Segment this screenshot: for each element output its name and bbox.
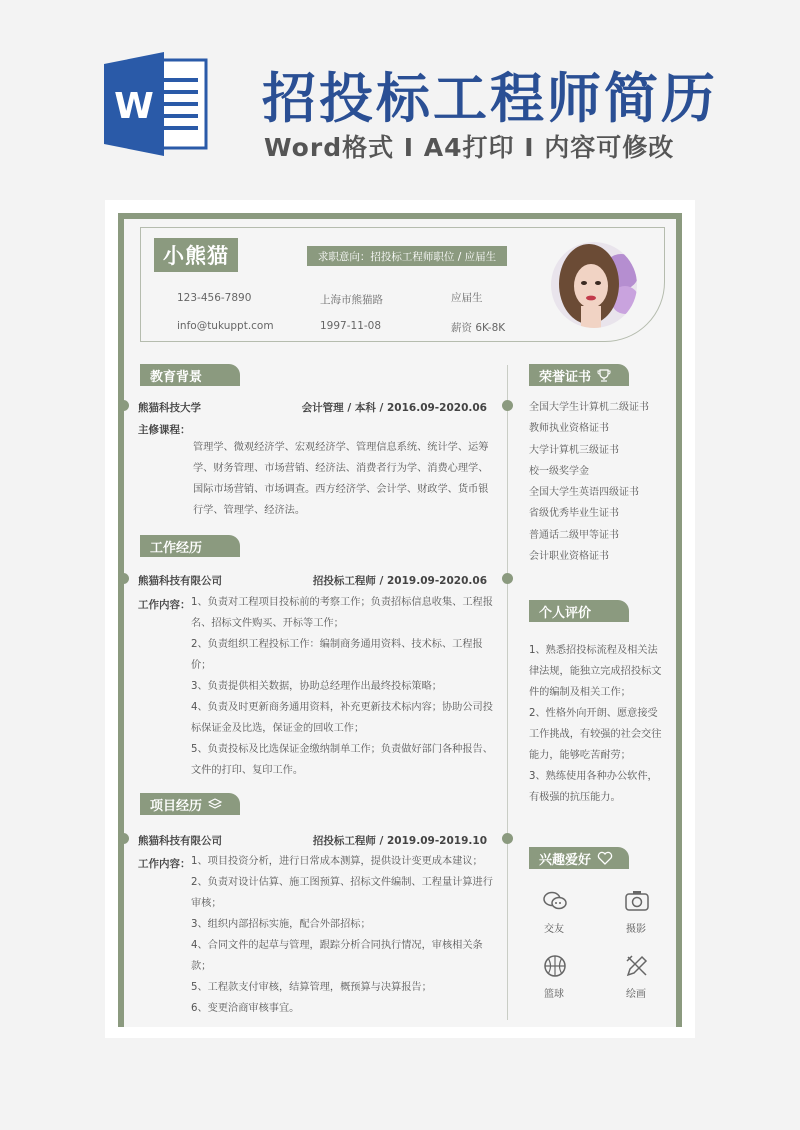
evaluation-list xyxy=(529,640,664,808)
list-item: 教师执业资格证书 xyxy=(529,423,609,435)
list-item: 校一级奖学金 xyxy=(529,465,589,477)
work-detail: 招投标工程师 / 2019.09-2020.06 xyxy=(312,575,487,587)
honor-list xyxy=(529,398,649,568)
list-item: 6、变更洽商审核事宜。 xyxy=(191,1003,300,1014)
phone: 123-456-7890 xyxy=(177,292,252,304)
hobby-label: 篮球 xyxy=(544,989,564,1000)
list-item: 大学计算机三级证书 xyxy=(529,444,619,456)
section-title-education: 教育背景 xyxy=(140,364,240,386)
list-item: 4、负责及时更新商务通用资料，补充更新技术标内容；协助公司投标保证金及比选，保证金的回收工作； xyxy=(191,702,493,734)
basketball-icon xyxy=(542,953,568,983)
list-item: 4、合同文件的起草与管理，跟踪分析合同执行情况，审核相关条款； xyxy=(191,940,483,972)
list-item: 3、组织内部招标实施，配合外部招标； xyxy=(191,919,371,930)
course-list: 管理学、微观经济学、宏观经济学、管理信息系统、统计学、运筹学、财务管理、市场营销、经济法、消费者行为学、消费心理学、国际市场营销、市场调查。西方经济学、会计学、财政学、货币银行学、管理学、经济法。 xyxy=(193,442,489,516)
school-name: 熊猫科技大学 xyxy=(138,402,201,414)
work-company: 熊猫科技有限公司 xyxy=(138,575,222,587)
layers-icon xyxy=(208,798,222,810)
project-label: 工作内容： xyxy=(138,858,191,870)
work-items xyxy=(191,592,493,781)
timeline-dot xyxy=(502,573,513,584)
column-divider xyxy=(507,365,508,1020)
list-item: 全国大学生计算机二级证书 xyxy=(529,402,649,413)
list-item: 1、熟悉招投标流程及相关法律法规，能独立完成招投标文件的编制及相关工作； xyxy=(529,645,662,698)
section-title-work: 工作经历 xyxy=(140,535,240,557)
timeline-dot xyxy=(118,833,129,844)
hobby-label: 交友 xyxy=(544,924,564,935)
timeline-dot xyxy=(118,400,129,411)
section-title-hobbies: 兴趣爱好 xyxy=(529,847,629,869)
work-label: 工作内容： xyxy=(138,599,191,611)
salary: 薪资 6K-8K xyxy=(451,322,506,334)
camera-icon xyxy=(624,888,650,918)
list-item: 2、性格外向开朗、愿意接受工作挑战，有较强的社会交往能力，能够吃苦耐劳； xyxy=(529,708,662,761)
pencil-icon xyxy=(624,953,650,983)
section-title-honors: 荣誉证书 xyxy=(529,364,629,386)
list-item: 1、负责对工程项目投标前的考察工作；负责招标信息收集、工程报名、招标文件购买、开标等工作； xyxy=(191,597,493,629)
list-item: 全国大学生英语四级证书 xyxy=(529,487,639,499)
heart-icon xyxy=(597,851,613,865)
project-detail: 招投标工程师 / 2019.09-2019.10 xyxy=(312,835,487,847)
word-logo-icon xyxy=(104,52,210,156)
birth-date: 1997-11-08 xyxy=(320,320,382,332)
list-item: 1、项目投资分析，进行日常成本测算，提供设计变更成本建议； xyxy=(191,856,483,867)
address: 上海市熊猫路 xyxy=(320,294,383,306)
section-title-evaluation: 个人评价 xyxy=(529,600,629,622)
list-item: 省级优秀毕业生证书 xyxy=(529,508,619,520)
project-company: 熊猫科技有限公司 xyxy=(138,835,222,847)
list-item: 5、工程款支付审核，结算管理，概预算与决算报告； xyxy=(191,982,432,993)
list-item: 5、负责投标及比选保证金缴纳制单工作；负责做好部门各种报告、文件的打印、复印工作。 xyxy=(191,744,493,776)
timeline-dot xyxy=(502,833,513,844)
hobby-label: 摄影 xyxy=(626,924,646,935)
candidate-name: 小熊猫 xyxy=(154,238,238,272)
list-item: 普通话二级甲等证书 xyxy=(529,529,619,541)
project-items xyxy=(191,851,493,1019)
list-item: 2、负责组织工程投标工作：编制商务通用资料、技术标、工程报价； xyxy=(191,639,483,671)
trophy-icon xyxy=(597,369,611,382)
list-item: 3、熟练使用各种办公软件，有极强的抗压能力。 xyxy=(529,771,658,803)
list-item: 2、负责对设计估算、施工图预算、招标文件编制、工程量计算进行审核； xyxy=(191,877,493,909)
timeline-dot xyxy=(502,400,513,411)
education-detail: 会计管理 / 本科 / 2016.09-2020.06 xyxy=(301,402,487,414)
profile-photo xyxy=(551,242,637,328)
timeline-dot xyxy=(118,573,129,584)
banner-subtitle: Word格式 I A4打印 I 内容可修改 xyxy=(264,133,675,162)
banner-title: 招投标工程师简历 xyxy=(262,67,718,130)
list-item: 3、负责提供相关数据，协助总经理作出最终投标策略； xyxy=(191,681,442,692)
job-intent: 求职意向：招投标工程师职位 / 应届生 xyxy=(307,246,507,266)
list-item: 会计职业资格证书 xyxy=(529,551,609,563)
hobby-label: 绘画 xyxy=(626,989,646,1000)
chat-icon xyxy=(542,888,568,918)
svg-text:W: W xyxy=(114,86,154,127)
status: 应届生 xyxy=(451,292,483,304)
section-title-project: 项目经历 xyxy=(140,793,240,815)
course-label: 主修课程： xyxy=(138,424,191,436)
email: info@tukuppt.com xyxy=(177,320,274,332)
